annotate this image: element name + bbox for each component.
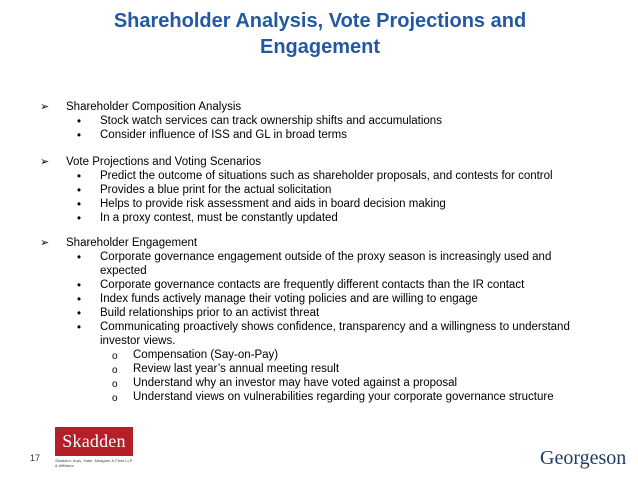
bullet-icon: • (77, 199, 82, 211)
bullet-icon: • (77, 280, 82, 292)
list-item-text: In a proxy contest, must be constantly updated (100, 212, 338, 224)
bullet-icon: • (77, 213, 82, 225)
bullet-icon: • (77, 130, 82, 142)
skadden-logo-subtext: Skadden, Arps, Slate, Meagher & Flom LLP & Affiliates (55, 458, 133, 468)
list-item-text: Corporate governance engagement outside of the proxy season is increasingly used and expected (100, 251, 552, 277)
section-heading: Vote Projections and Voting Scenarios (66, 156, 261, 168)
bullet-icon: • (77, 252, 82, 264)
bullet-icon: • (77, 171, 82, 183)
list-item-text: Predict the outcome of situations such as shareholder proposals, and contests for control (100, 170, 553, 182)
georgeson-logo: Georgeson (540, 447, 627, 469)
circle-bullet-icon: o (112, 351, 118, 362)
sub-list-item-text: Understand views on vulnerabilities regarding your corporate governance structure (133, 391, 554, 403)
list-item-text: Build relationships prior to an activist threat (100, 307, 320, 319)
list-item-text: Consider influence of ISS and GL in broad terms (100, 129, 347, 141)
arrow-bullet-icon: ➢ (40, 237, 50, 249)
list-item-text: Communicating proactively shows confidence, transparency and a willingness to understand investor views. (100, 321, 570, 347)
bullet-icon: • (77, 308, 82, 320)
list-item-text: Helps to provide risk assessment and aids in board decision making (100, 198, 446, 210)
list-item-text: Provides a blue print for the actual solicitation (100, 184, 332, 196)
circle-bullet-icon: o (112, 379, 118, 390)
section-heading: Shareholder Composition Analysis (66, 101, 242, 113)
sub-list-item-text: Understand why an investor may have voted against a proposal (133, 377, 458, 389)
list-item-text: Stock watch services can track ownership shifts and accumulations (100, 115, 442, 127)
skadden-logo (55, 427, 133, 473)
circle-bullet-icon: o (112, 365, 118, 376)
list-item-text: Index funds actively manage their voting policies and are willing to engage (100, 293, 478, 305)
bullet-icon: • (77, 294, 82, 306)
list-item-text: Corporate governance contacts are frequently different contacts than the IR contact (100, 279, 525, 291)
bullet-icon: • (77, 185, 82, 197)
slide-title: Shareholder Analysis, Vote Projections and Engagement (113, 10, 527, 58)
sub-list-item-text: Compensation (Say-on-Pay) (133, 349, 279, 361)
bullet-icon: • (77, 322, 82, 334)
sub-list-item-text: Review last year’s annual meeting result (133, 363, 340, 375)
arrow-bullet-icon: ➢ (40, 156, 50, 168)
page-number: 17 (30, 453, 41, 463)
section-heading: Shareholder Engagement (66, 237, 198, 249)
bullet-icon: • (77, 116, 82, 128)
circle-bullet-icon: o (112, 393, 118, 404)
arrow-bullet-icon: ➢ (40, 101, 50, 113)
skadden-logo-wordmark: Skadden (55, 427, 133, 456)
